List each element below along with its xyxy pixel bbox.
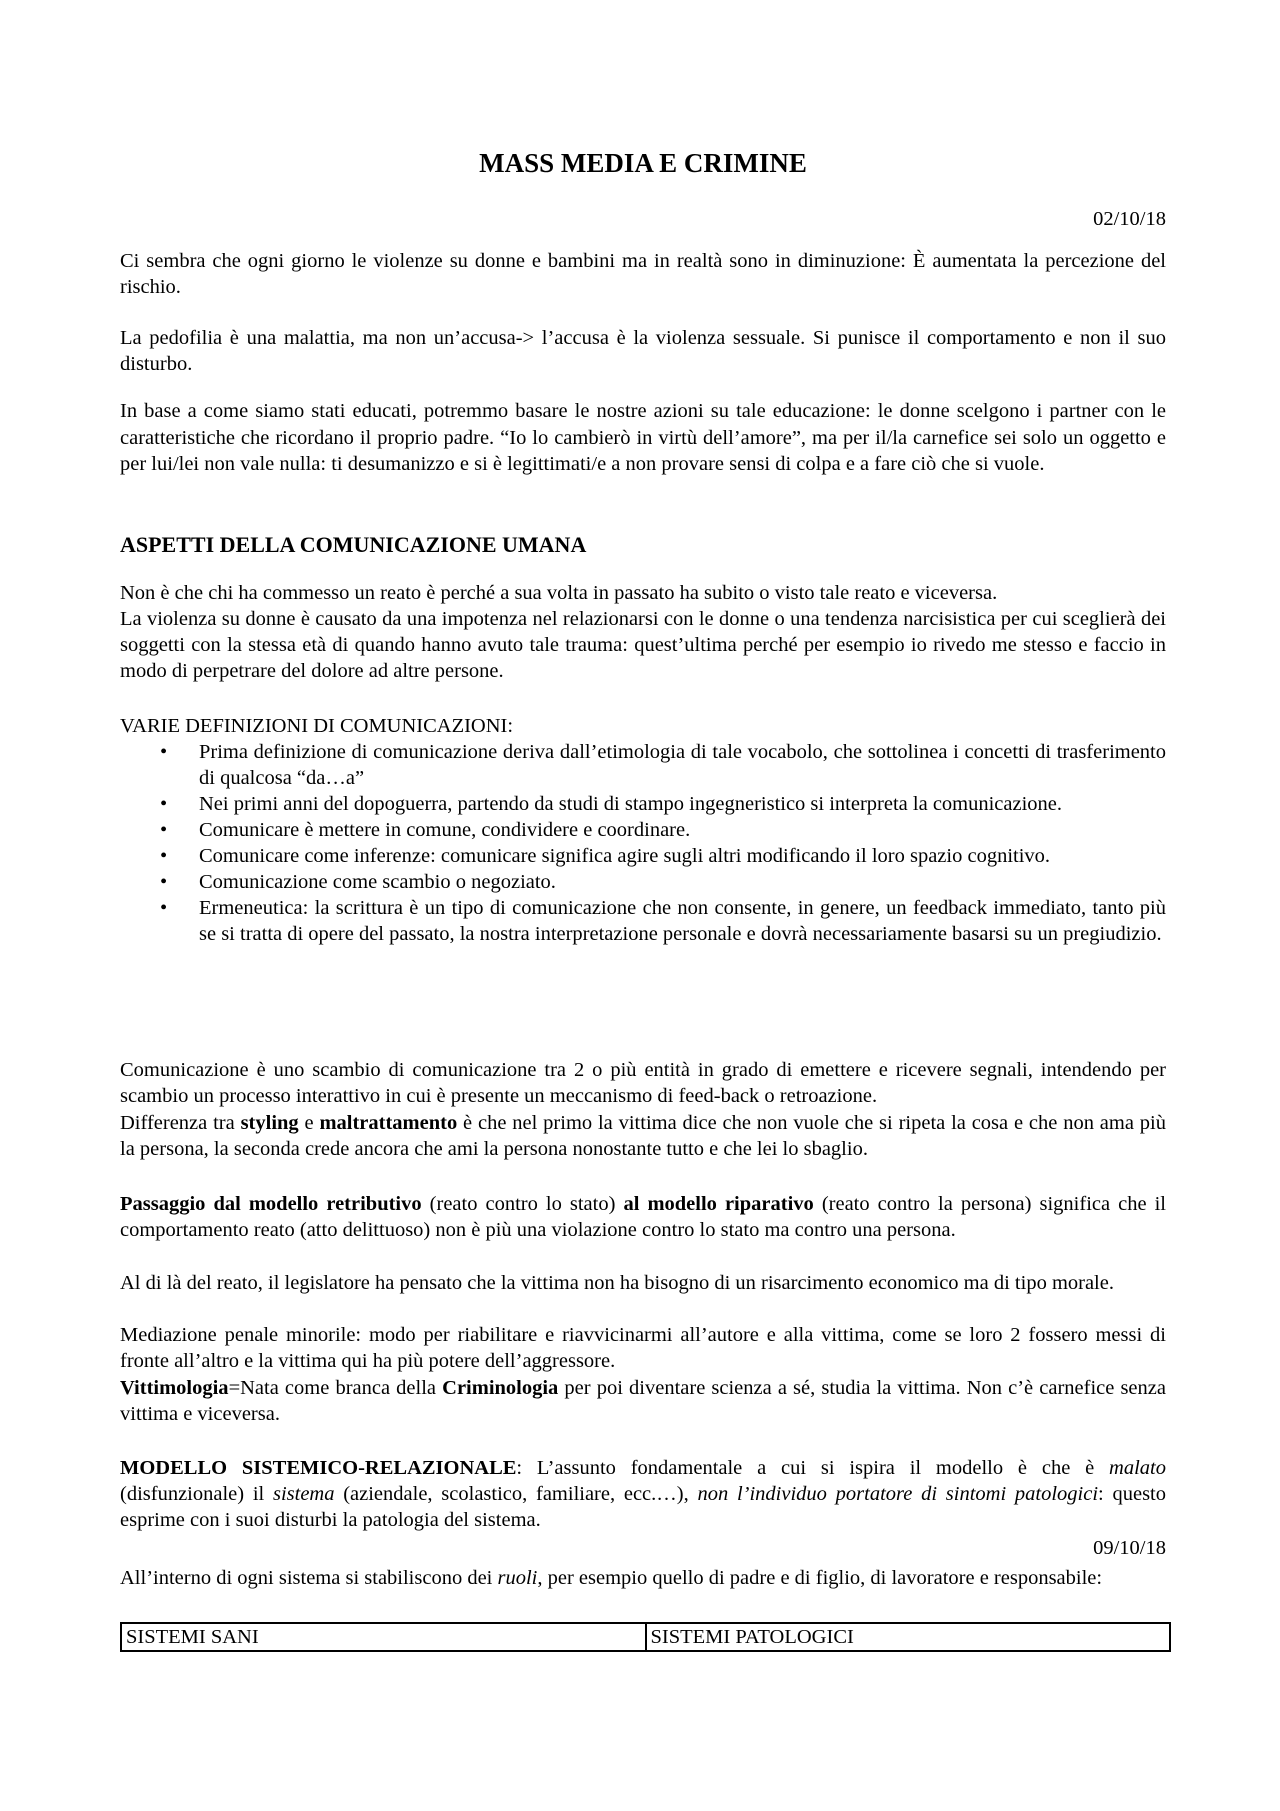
list-item: • Prima definizione di comunicazione deriva dall’etimologia di tale vocabolo, che sottolinea i concetti di trasferimento di qualcosa “da…a” [160,741,1166,789]
paragraph-9: Al di là del reato, il legislatore ha pensato che la vittima non ha bisogno di un risarcimento economico ma di tipo morale. [120,1272,1114,1294]
document-title: MASS MEDIA E CRIMINE [479,148,807,178]
paragraph-13: All’interno di ogni sistema si stabiliscono dei ruoli, per esempio quello di padre e di figlio, di lavoratore e responsabile: [120,1567,1103,1589]
paragraph-7: Differenza tra styling e maltrattamento è che nel primo la vittima dice che non vuole che si ripeta la cosa e che non ama più la persona, la seconda crede ancora che ami la persona nonostante tutto e che lei lo sbaglio. [120,1112,1166,1160]
table-header-sani: SISTEMI SANI [121,1623,646,1651]
list-item: • Ermeneutica: la scrittura è un tipo di comunicazione che non consente, in genere, un feedback immediato, tanto più se si tratta di opere del passato, la nostra interpretazione personale e dovrà necessariamente basarsi su un pregiudizio. [160,897,1166,945]
list-item: • Comunicazione come scambio o negoziato. [160,871,556,893]
bullet-icon: • [160,741,168,763]
bullet-icon: • [160,871,168,893]
systems-table [120,1622,1171,1652]
paragraph-10: Mediazione penale minorile: modo per riabilitare e riavvicinarmi all’autore e alla vittima, come se loro 2 fossero messi di fronte all’altro e la vittima qui ha più potere dell’aggressore. [120,1324,1166,1372]
paragraph-6: Comunicazione è uno scambio di comunicazione tra 2 o più entità in grado di emettere e ricevere segnali, intendendo per scambio un processo interattivo in cui è presente un meccanismo di feed-back o retroazione. [120,1059,1166,1107]
definitions-list [120,739,1166,947]
bullet-icon: • [160,845,168,867]
bullet-icon: • [160,819,168,841]
section-heading-aspetti: ASPETTI DELLA COMUNICAZIONE UMANA [120,532,587,557]
definitions-heading: VARIE DEFINIZIONI DI COMUNICAZIONI: [120,715,514,737]
list-item: • Comunicare è mettere in comune, condividere e coordinare. [160,819,691,841]
paragraph-2: La pedofilia è una malattia, ma non un’accusa-> l’accusa è la violenza sessuale. Si punisce il comportamento e non il suo disturbo. [120,327,1166,375]
paragraph-3: In base a come siamo stati educati, potremmo basare le nostre azioni su tale educazione: le donne scelgono i partner con le caratteristiche che ricordano il proprio padre. “Io lo cambierò in virtù dell’amore”, ma per il/la carnefice sei solo un oggetto e per lui/lei non vale nulla: ti desumanizzo e si è legittimati/e a non provare sensi di colpa e a fare ciò che si vuole. [120,400,1166,475]
list-item: • Nei primi anni del dopoguerra, partendo da studi di stampo ingegneristico si interpreta la comunicazione. [160,793,1063,815]
date-1: 02/10/18 [1093,208,1166,230]
paragraph-4: Non è che chi ha commesso un reato è perché a sua volta in passato ha subito o visto tale reato e viceversa. [120,582,998,604]
bullet-icon: • [160,793,168,815]
paragraph-8: Passaggio dal modello retributivo (reato contro lo stato) al modello riparativo (reato contro la persona) significa che il comportamento reato (atto delittuoso) non è più una violazione contro lo stato ma contro una persona. [120,1193,1167,1241]
date-2: 09/10/18 [1093,1537,1166,1559]
list-item: • Comunicare come inferenze: comunicare significa agire sugli altri modificando il loro spazio cognitivo. [160,845,1051,867]
paragraph-12: MODELLO SISTEMICO-RELAZIONALE: L’assunto fondamentale a cui si ispira il modello è che è malato (disfunzionale) il sistema (aziendale, scolastico, familiare, ecc.…), non l’individuo portatore di sintomi patologici: questo esprime con i suoi disturbi la patologia del sistema. [120,1457,1166,1531]
paragraph-11: Vittimologia=Nata come branca della Criminologia per poi diventare scienza a sé, studia la vittima. Non c’è carnefice senza vittima e viceversa. [120,1377,1166,1425]
paragraph-1: Ci sembra che ogni giorno le violenze su donne e bambini ma in realtà sono in diminuzione: È aumentata la percezione del rischio. [120,250,1166,298]
paragraph-5: La violenza su donne è causato da una impotenza nel relazionarsi con le donne o una tendenza narcisistica per cui sceglierà dei soggetti con la stessa età di quando hanno avuto tale trauma: quest’ultima perché per esempio io rivedo me stesso e faccio in modo di perpetrare del dolore ad altre persone. [120,608,1166,682]
table-header-patologici: SISTEMI PATOLOGICI [646,1623,1171,1651]
table-row [121,1623,1170,1651]
bullet-icon: • [160,897,168,919]
